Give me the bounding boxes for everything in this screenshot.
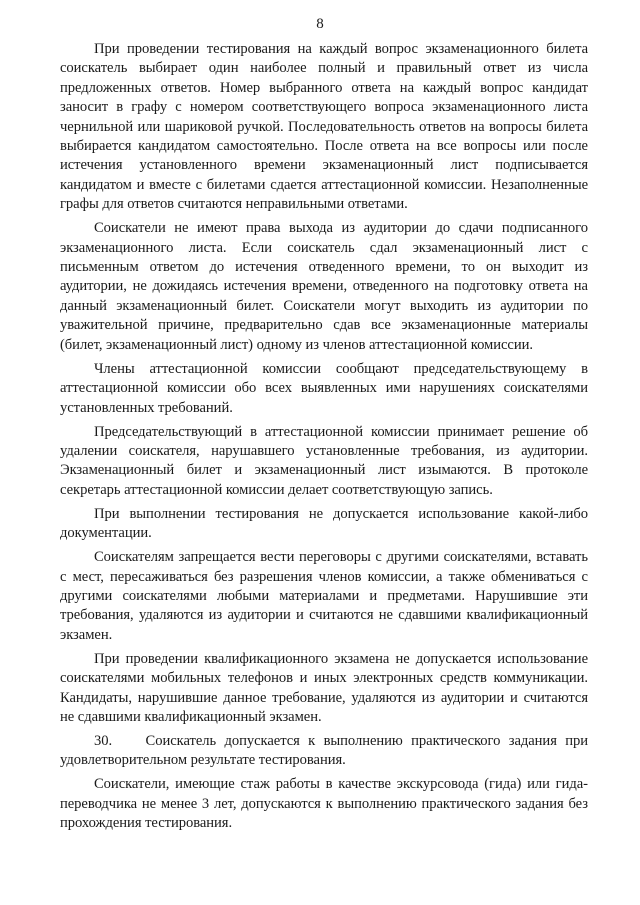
paragraph-no-communication: Соискателям запрещается вести переговоры с другими соискателями, вставать с мест, пересаживаться без разрешения членов комиссии, а также обмениваться с другими соискателями любыми материалами и предметами. Нарушившие эти требования, удаляются из аудитории и считаются не сдавшими квалификационный экзамен. [60,549,588,643]
paragraph-testing-procedure: При проведении тестирования на каждый вопрос экзаменационного билета соискатель выбирает один наиболее полный и правильный ответ из числа предложенных ответов. Номер выбранного ответа на каждый вопрос кандидат заносит в графу с номером соответствующего вопроса экзаменационного листа чернильной или шариковой ручкой. Последовательность ответов на вопросы билета выбирается кандидатом самостоятельно. После ответа на все вопросы или после истечения установленного времени экзаменационный лист подписывается кандидатом и вместе с билетами сдается аттестационной комиссии. Незаполненные графы для ответов считаются неправильными ответами. [60,41,588,213]
paragraph-item-30: 30. Соискатель допускается к выполнению практического задания при удовлетворительном результате тестирования. [60,732,588,769]
page-number: 8 [316,16,324,32]
paragraph-no-documentation: При выполнении тестирования не допускается использование какой-либо документации. [60,505,588,542]
paragraph-leaving-room: Соискатели не имеют права выхода из аудитории до сдачи подписанного экзаменационного листа. Если соискатель сдал экзаменационный лист с письменным ответом до истечения отведенного времени, то он выходит из аудитории, не дожидаясь истечения времени, отведенного на подготовку ответа на данный экзаменационный билет. Соискатели могут выходить из аудитории по уважительной причине, предварительно сдав все экзаменационные материалы (билет, экзаменационный лист) одному из членов аттестационной комиссии. [60,220,588,353]
paragraph-reporting-violations: Члены аттестационной комиссии сообщают председательствующему в аттестационной комиссии обо всех выявленных ими нарушениях соискателями установленных требований. [60,360,588,416]
paragraph-experience-exemption: Соискатели, имеющие стаж работы в качестве экскурсовода (гида) или гида-переводчика не менее 3 лет, допускаются к выполнению практического задания без прохождения тестирования. [60,776,588,832]
paragraph-removal-decision: Председательствующий в аттестационной комиссии принимает решение об удалении соискателя, нарушавшего установленные требования, из аудитории. Экзаменационный билет и экзаменационный лист изымаются. В протоколе секретарь аттестационной комиссии делает соответствующую запись. [60,423,588,498]
document-body [60,40,588,838]
paragraph-no-mobile-phones: При проведении квалификационного экзамена не допускается использование соискателями мобильных телефонов и иных электронных средств коммуникации. Кандидаты, нарушившие данное требование, удаляются из аудитории и считаются не сдавшими квалификационный экзамен. [60,650,588,725]
